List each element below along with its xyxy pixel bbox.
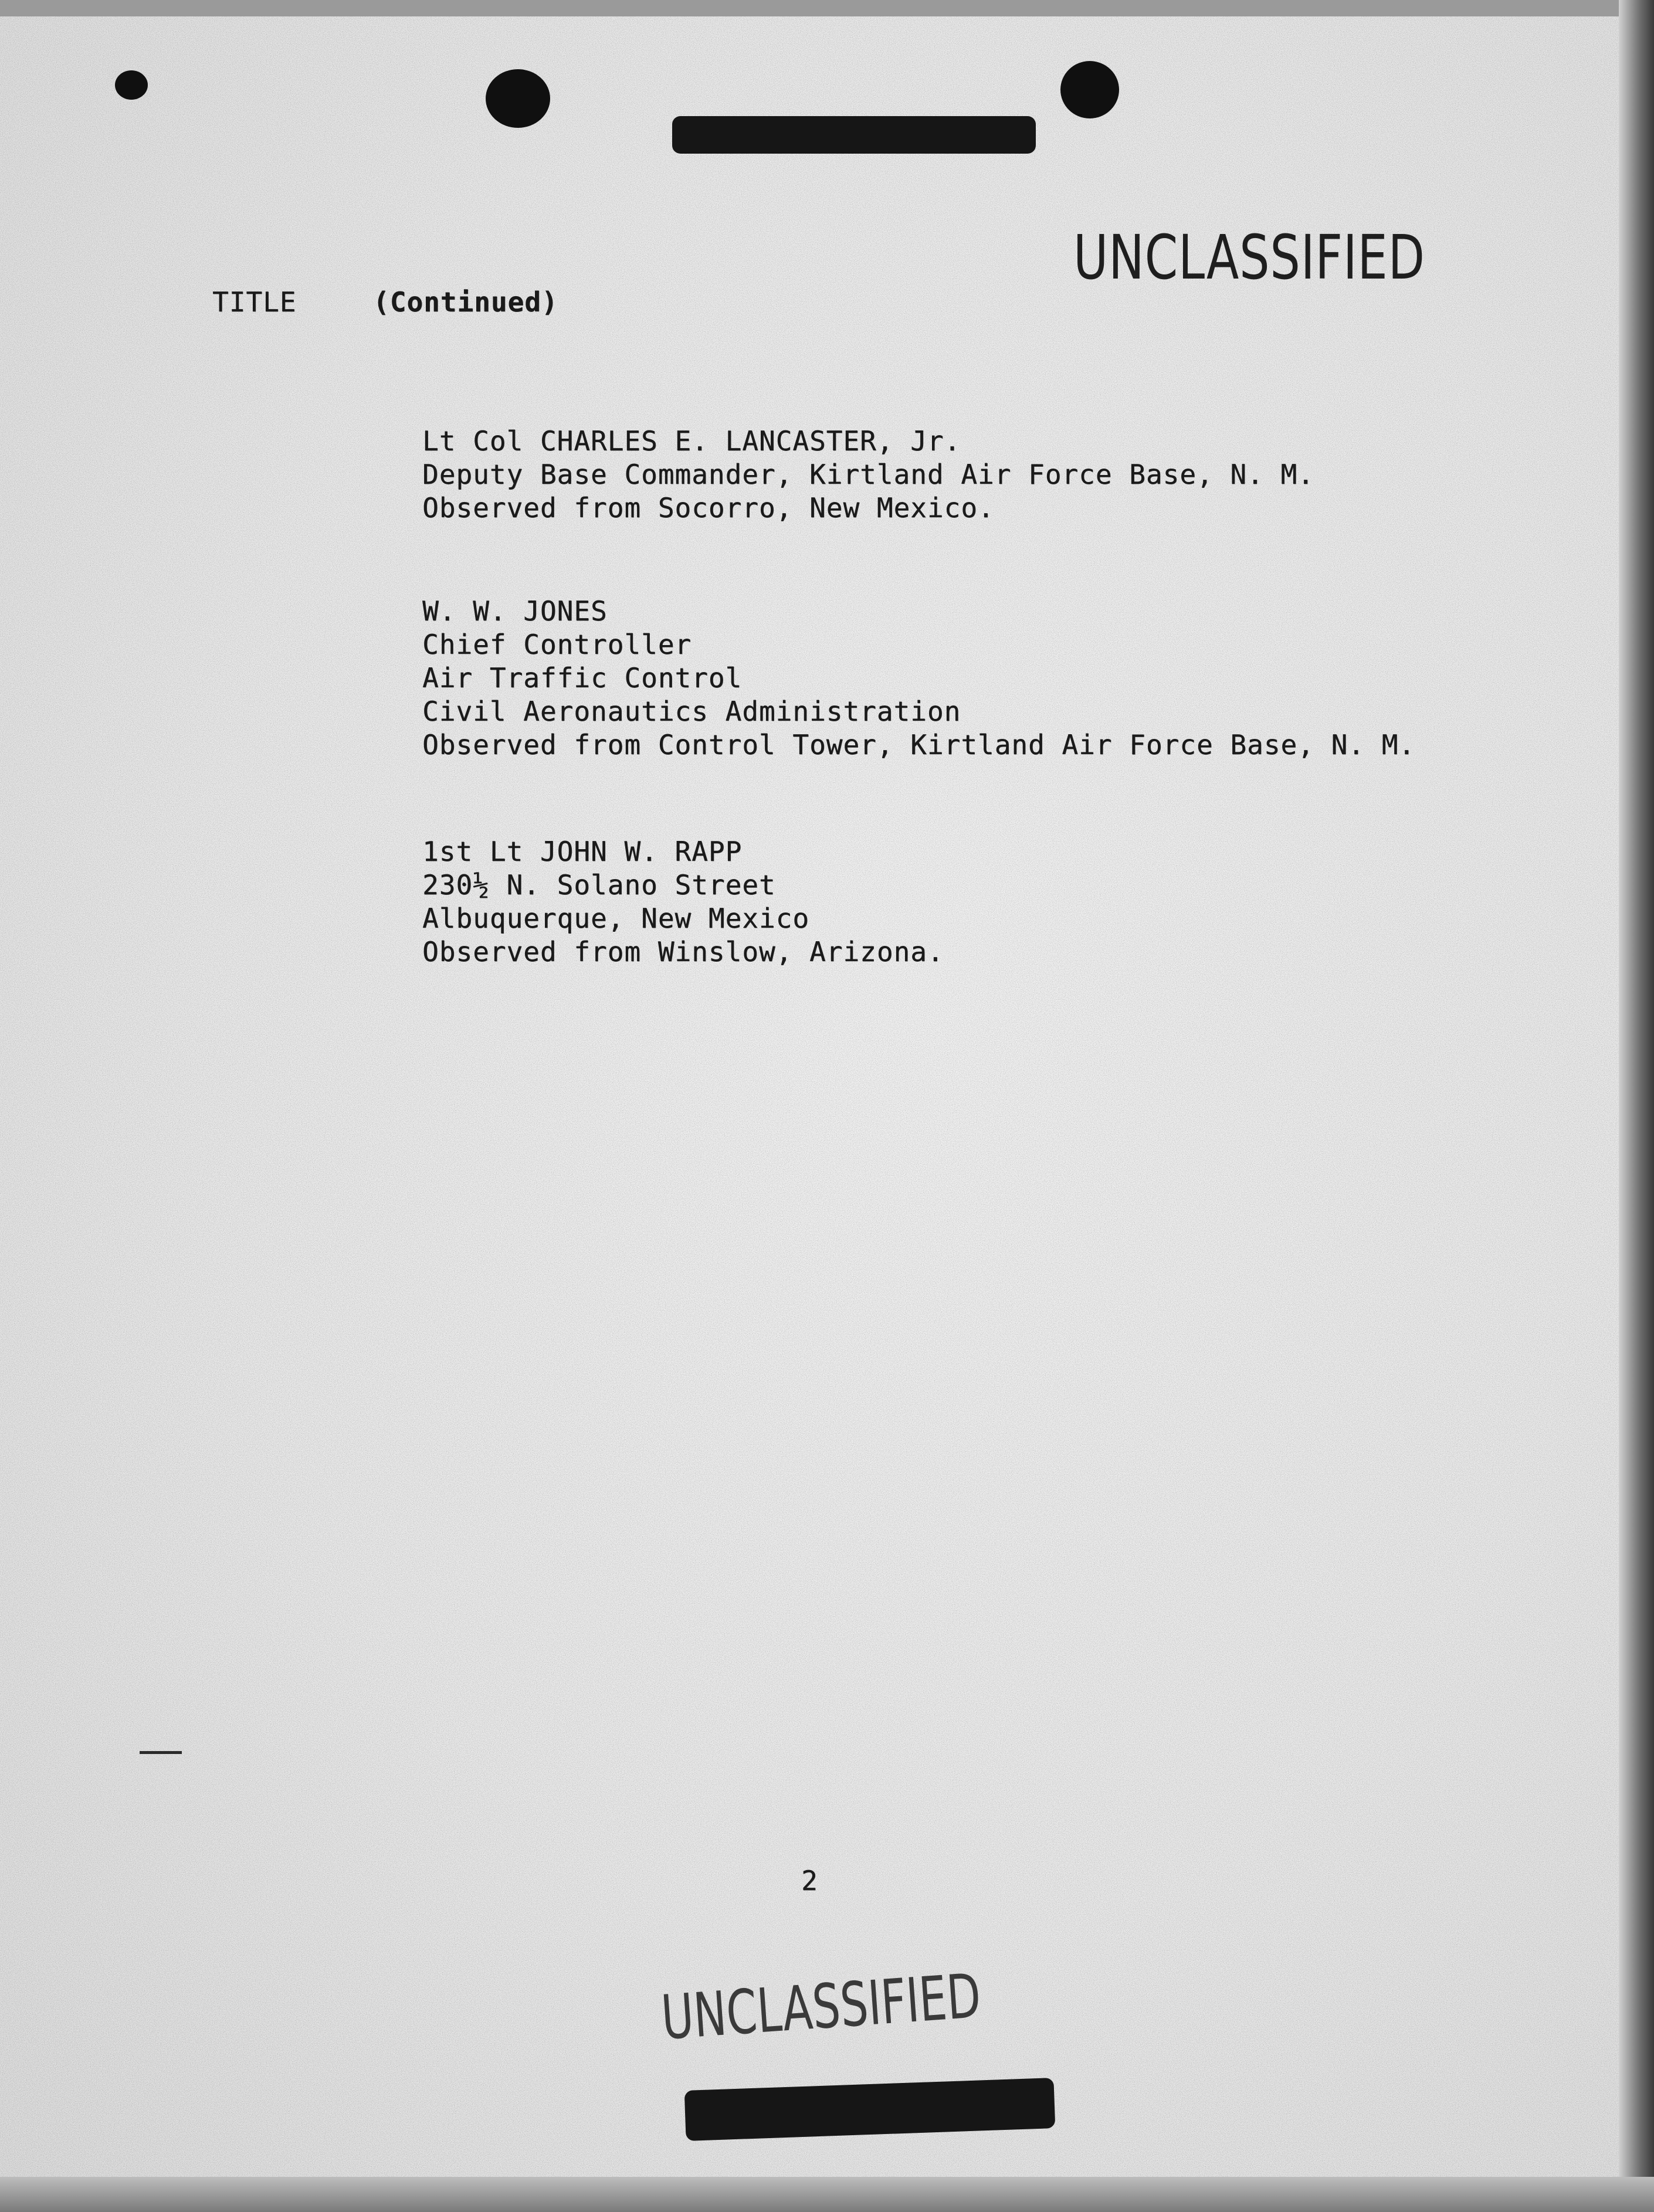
entry-line: Observed from Socorro, New Mexico. xyxy=(422,492,995,524)
observer-entry-rapp xyxy=(422,835,944,969)
punch-hole-left xyxy=(486,69,550,128)
redaction-bar-bottom xyxy=(684,2078,1056,2141)
classification-stamp-bottom: UNCLASSIFIED xyxy=(659,1960,983,2054)
entry-line: Air Traffic Control xyxy=(422,662,743,694)
entry-line: 230½ N. Solano Street xyxy=(422,869,776,901)
entry-line: Observed from Control Tower, Kirtland Air Force Base, N. M. xyxy=(422,729,1415,761)
entry-line: Deputy Base Commander, Kirtland Air Force Base, N. M. xyxy=(422,459,1314,490)
entry-line: Civil Aeronautics Administration xyxy=(422,696,961,727)
punch-hole-right xyxy=(1060,61,1119,118)
entry-line: Chief Controller xyxy=(422,629,692,660)
title-label: TITLE xyxy=(212,286,297,318)
scan-border-bottom xyxy=(0,2177,1654,2212)
entry-line: Albuquerque, New Mexico xyxy=(422,903,809,934)
title-continued: (Continued) xyxy=(373,286,558,318)
observer-entry-jones xyxy=(422,595,1415,762)
entry-line: W. W. JONES xyxy=(422,595,608,627)
fastener-mark xyxy=(115,70,148,100)
observer-entry-lancaster xyxy=(422,425,1314,525)
entry-line: Observed from Winslow, Arizona. xyxy=(422,936,944,968)
entry-line: Lt Col CHARLES E. LANCASTER, Jr. xyxy=(422,425,961,457)
scan-border-top xyxy=(0,0,1654,16)
redaction-bar-top xyxy=(672,116,1036,154)
entry-line: 1st Lt JOHN W. RAPP xyxy=(422,836,743,867)
classification-stamp-top: UNCLASSIFIED xyxy=(1073,222,1425,293)
page-number: 2 xyxy=(801,1865,818,1897)
margin-mark xyxy=(140,1751,182,1754)
scan-border-right xyxy=(1619,0,1654,2212)
